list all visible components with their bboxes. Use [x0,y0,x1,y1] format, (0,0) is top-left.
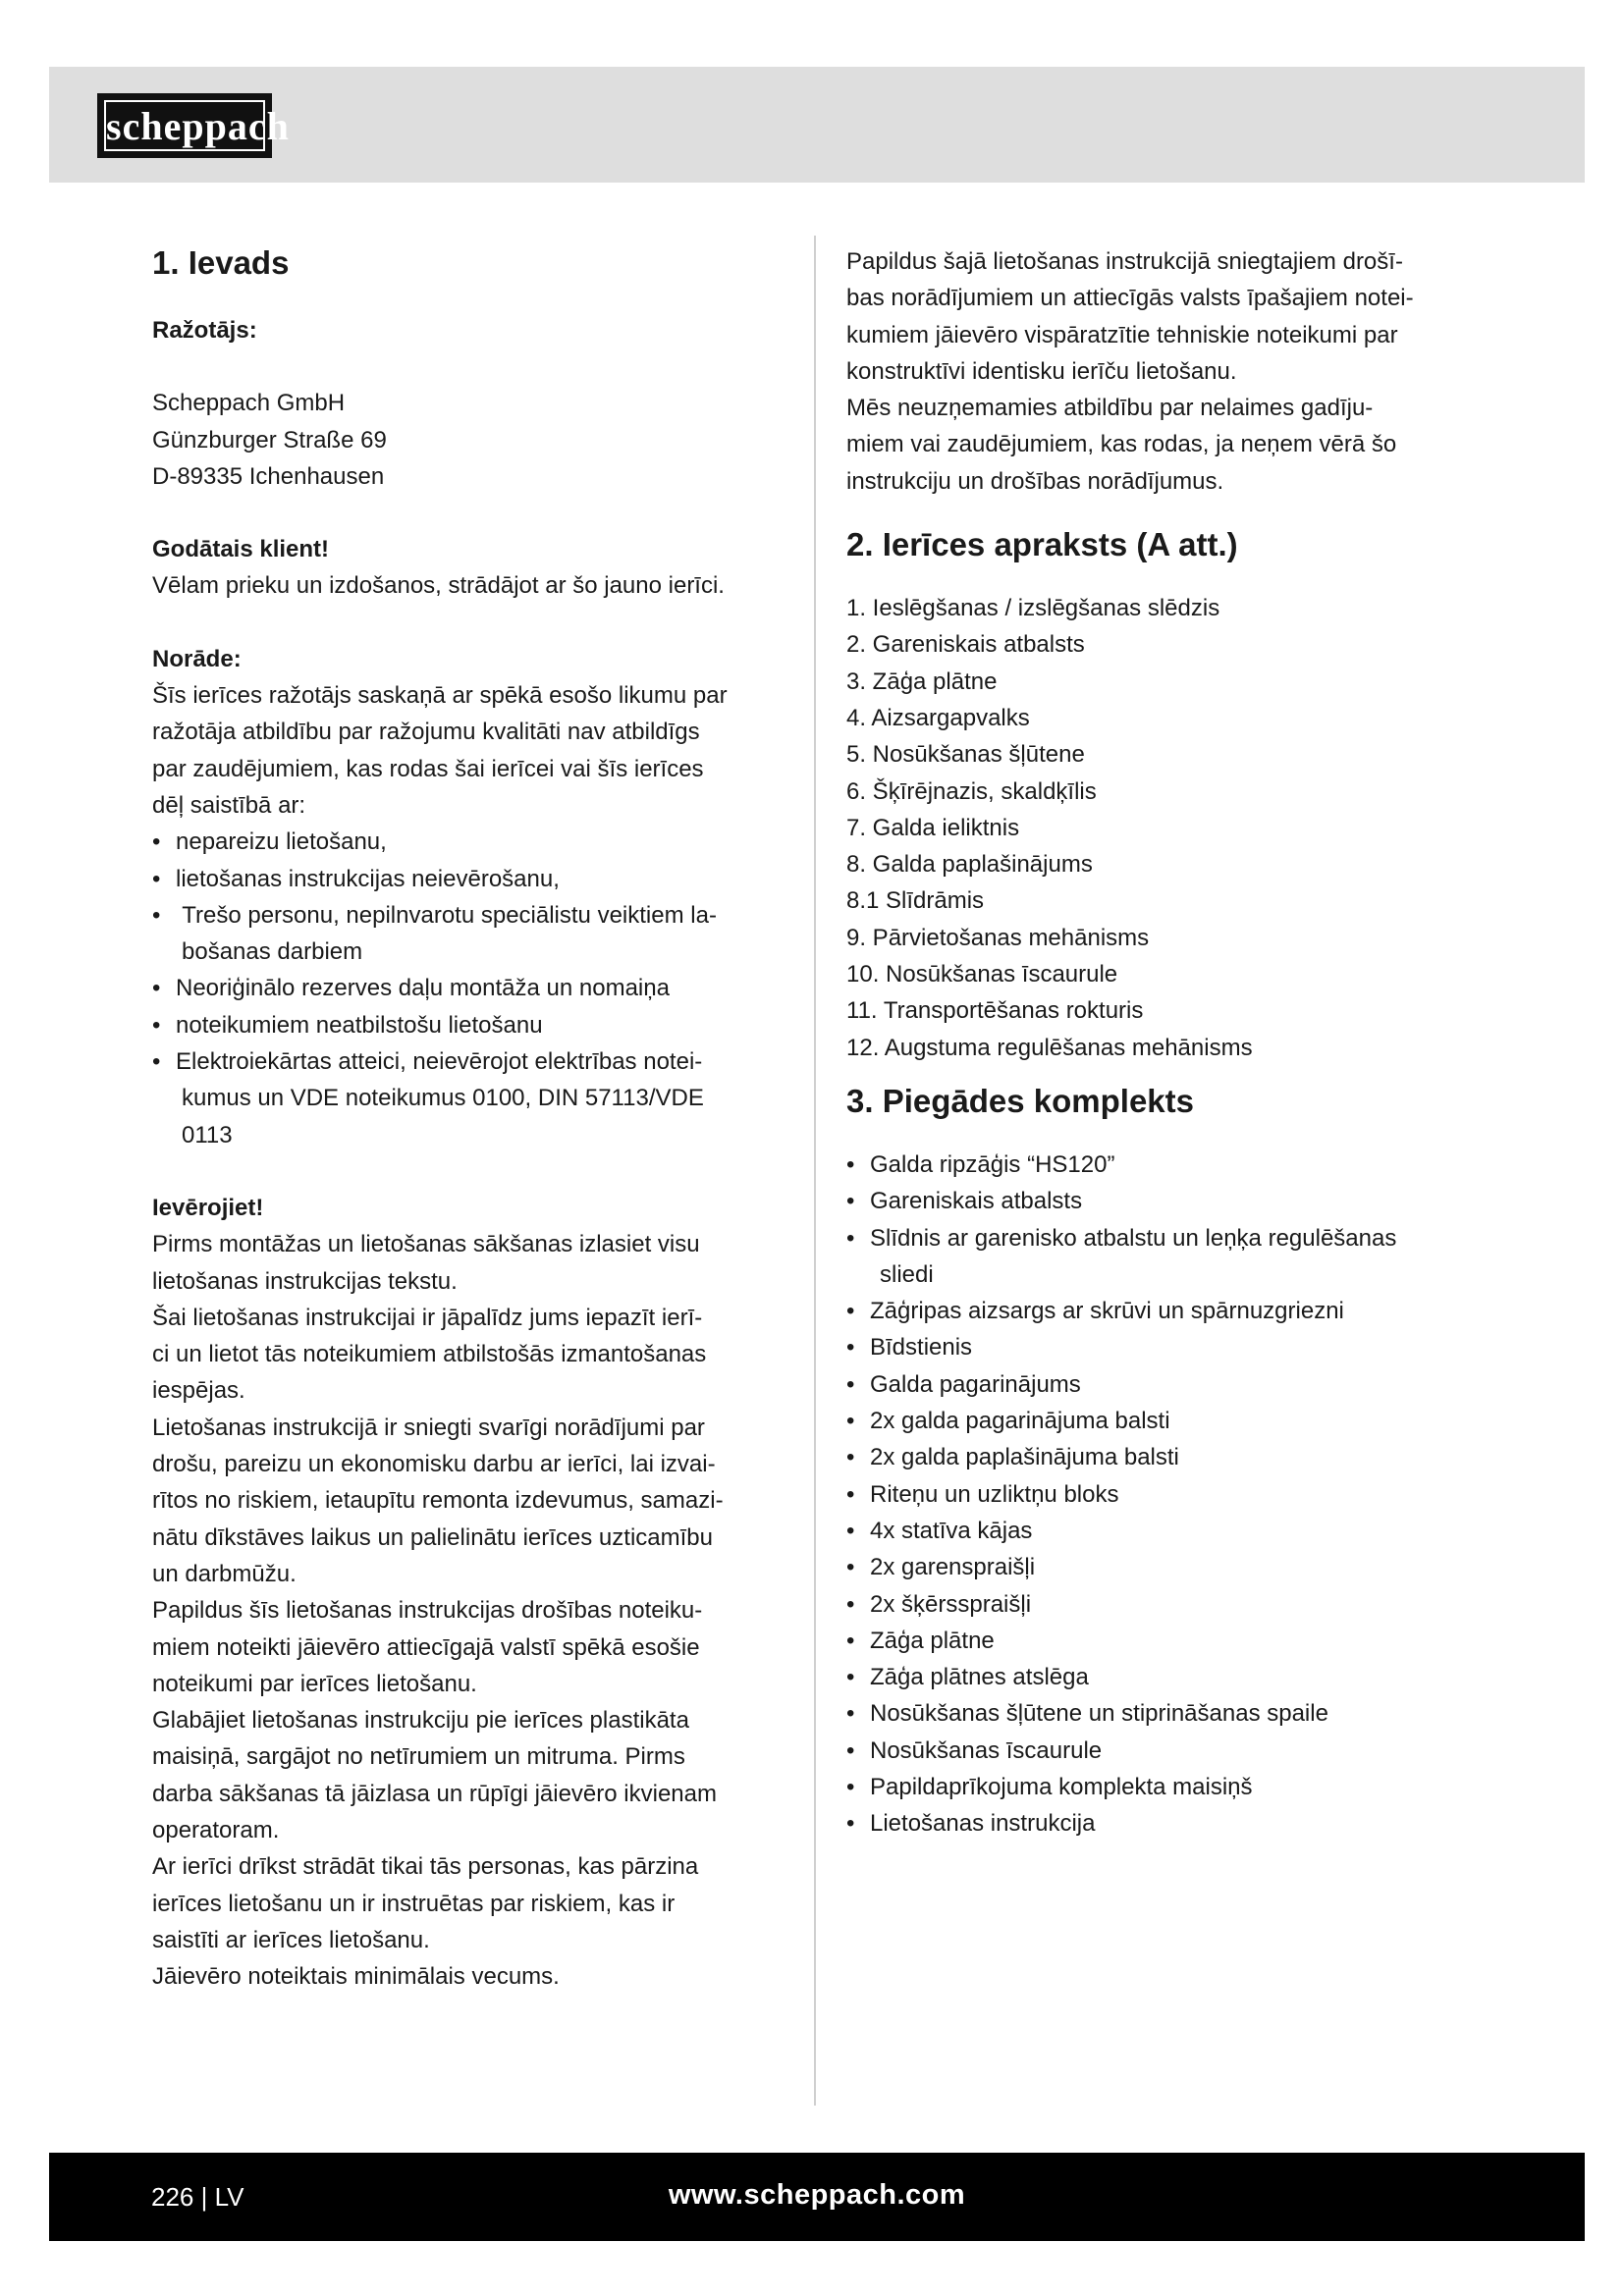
parts-list [846,590,1473,1066]
bullet-icon: • [846,1590,855,1618]
right-column [846,236,1473,1842]
list-item-text: 0113 [182,1121,233,1148]
list-item-text: Zāģripas aizsargs ar skrūvi un spārnuzgriezni [870,1298,1344,1325]
section-heading-device-description: 2. Ierīces apraksts (A att.) [846,526,1238,563]
bullet-icon: • [846,1334,855,1362]
bullet-icon: • [846,1700,855,1728]
list-item [846,1586,1473,1623]
column-divider [814,236,816,2106]
list-item-text: Lietošanas instrukcija [870,1810,1096,1838]
bullet-icon: • [846,1444,855,1471]
list-item-text: Galda ripzāģis “HS120” [870,1150,1115,1178]
text-line: rītos no riskiem, ietaupītu remonta izdevumus, samazi- [152,1487,724,1515]
list-item [846,1733,1473,1769]
list-item [846,1220,1473,1294]
list-item-text: bošanas darbiem [182,938,363,966]
manufacturer-address [152,385,798,495]
page-footer [49,2153,1585,2241]
note-label: Norāde: [152,645,242,672]
greeting-label: Godātais klient! [152,536,330,563]
text-line: kumiem jāievēro vispāratzītie tehniskie noteikumi par [846,321,1398,348]
bullet-icon: • [846,1517,855,1544]
observe-paragraph [152,1226,798,1995]
text-line: lietošanas instrukcijas tekstu. [152,1267,458,1295]
list-item [846,1805,1473,1842]
list-item-text: 2x galda paplašinājuma balsti [870,1444,1179,1471]
observe-label: Ievērojiet! [152,1194,264,1221]
bullet-icon: • [152,1011,161,1039]
text-line: ci un lietot tās noteikumiem atbilstošās izmantošanas [152,1341,707,1368]
list-item-text: sliedi [880,1260,934,1288]
text-line: saistīti ar ierīces lietošanu. [152,1926,430,1953]
bullet-icon: • [846,1773,855,1800]
list-item-text: Slīdnis ar garenisko atbalstu un leņķa regulēšanas [870,1224,1397,1252]
list-item [846,1623,1473,1659]
list-item-text: Gareniskais atbalsts [870,1188,1083,1215]
bullet-icon: • [846,1408,855,1435]
text-line: darba sākšanas tā jāizlasa un rūpīgi jāievēro ikvienam [152,1780,717,1807]
list-item-text: 4x statīva kājas [870,1517,1033,1544]
text-line: noteikumi par ierīces lietošanu. [152,1670,477,1697]
text-line: ražotāja atbildību par ražojumu kvalitāti nav atbildīgs [152,719,700,746]
list-item [846,1329,1473,1365]
text-line: iespējas. [152,1377,245,1405]
bullet-icon: • [846,1480,855,1508]
text-line: Lietošanas instrukcijā ir sniegti svarīgi norādījumi par [152,1414,705,1441]
list-item: 8. Galda paplašinājums [846,851,1093,879]
list-item: 9. Pārvietošanas mehānisms [846,924,1150,951]
address-line: Scheppach GmbH [152,390,346,417]
text-line: Šīs ierīces ražotājs saskaņā ar spēkā esošo likumu par [152,682,728,710]
list-item: 8.1 Slīdrāmis [846,887,985,915]
text-line: Glabājiet lietošanas instrukciju pie ierīces plastikāta [152,1707,689,1735]
bullet-icon: • [846,1664,855,1691]
text-line: Papildus šajā lietošanas instrukcijā sniegtajiem drošī- [846,248,1403,275]
bullet-icon: • [846,1188,855,1215]
list-item-text: 2x galda pagarinājuma balsti [870,1408,1170,1435]
list-item: 12. Augstuma regulēšanas mehānisms [846,1034,1253,1061]
list-item: 11. Transportēšanas rokturis [846,997,1144,1025]
list-item: 5. Nosūkšanas šļūtene [846,741,1085,769]
logo-text: scheppach [104,100,265,151]
list-item-text: kumus un VDE noteikumus 0100, DIN 57113/VDE [182,1085,704,1112]
list-item: 10. Nosūkšanas īscaurule [846,961,1118,988]
list-item [846,1366,1473,1403]
list-item [846,1769,1473,1805]
text-line: Šai lietošanas instrukcijai ir jāpalīdz jums iepazīt ierī- [152,1304,703,1331]
website-link[interactable]: www.scheppach.com [668,2179,966,2211]
text-line: ierīces lietošanu un ir instruētas par riskiem, kas ir [152,1890,676,1917]
bullet-icon: • [152,901,161,929]
list-item: 1. Ieslēgšanas / izslēgšanas slēdzis [846,595,1220,622]
list-item [846,1183,1473,1219]
text-line: maisiņā, sargājot no netīrumiem un mitruma. Pirms [152,1743,685,1771]
list-item [846,1147,1473,1183]
text-line: Ar ierīci drīkst strādāt tikai tās personas, kas pārzina [152,1853,699,1881]
text-line: konstruktīvi identisku ierīču lietošanu. [846,357,1237,385]
list-item-text: 2x šķērsspraišļi [870,1590,1032,1618]
list-item [846,1439,1473,1475]
list-item-text: 2x garenspraišļi [870,1554,1036,1581]
list-item-text: Trešo personu, nepilnvarotu speciālistu veiktiem la- [176,901,717,929]
bullet-icon: • [846,1298,855,1325]
text-line: miem vai zaudējumiem, kas rodas, ja neņem vērā šo [846,431,1397,458]
list-item [846,1513,1473,1549]
list-item [846,1403,1473,1439]
list-item-text: lietošanas instrukcijas neievērošanu, [176,865,560,892]
list-item [152,970,798,1006]
list-item-text: Bīdstienis [870,1334,973,1362]
address-line: Günzburger Straße 69 [152,426,387,454]
bullet-icon: • [152,975,161,1002]
page-header [49,67,1585,183]
text-line: un darbmūžu. [152,1560,297,1587]
list-item [152,824,798,860]
list-item-text: noteikumiem neatbilstošu lietošanu [176,1011,543,1039]
bullet-icon: • [846,1810,855,1838]
manufacturer-label: Ražotājs: [152,317,257,344]
bullet-icon: • [846,1150,855,1178]
list-item: 7. Galda ieliktnis [846,814,1020,841]
text-line: nātu dīkstāves laikus un palielinātu ierīces uzticamību [152,1523,713,1551]
text-line: Mēs neuzņemamies atbildību par nelaimes gadīju- [846,395,1374,422]
list-item-text: Neoriģinālo rezerves daļu montāža un nomaiņa [176,975,670,1002]
list-item: 6. Šķīrējnazis, skaldķīlis [846,777,1097,805]
list-item [846,1476,1473,1513]
list-item-text: Zāģa plātne [870,1627,995,1654]
text-line: drošu, pareizu un ekonomisku darbu ar ierīci, lai izvai- [152,1451,716,1478]
scheppach-logo [97,93,290,158]
list-item: 4. Aizsargapvalks [846,704,1030,731]
list-item-text: Elektroiekārtas atteici, neievērojot elektrības notei- [176,1048,703,1076]
section-heading-introduction: 1. Ievads [152,244,290,281]
text-line: par zaudējumiem, kas rodas šai ierīcei vai šīs ierīces [152,755,704,782]
bullet-icon: • [152,1048,161,1076]
text-line: Papildus šīs lietošanas instrukcijas drošības noteiku- [152,1597,703,1625]
list-item-text: nepareizu lietošanu, [176,828,387,856]
list-item-text: Nosūkšanas šļūtene un stiprināšanas spaile [870,1700,1328,1728]
list-item-text: Papildaprīkojuma komplekta maisiņš [870,1773,1253,1800]
list-item-text: Galda pagarinājums [870,1370,1081,1398]
delivery-list [846,1147,1473,1842]
bullet-icon: • [152,865,161,892]
list-item [846,1293,1473,1329]
bullet-icon: • [152,828,161,856]
list-item [846,1549,1473,1585]
text-line: operatoram. [152,1816,280,1843]
list-item [846,1695,1473,1732]
list-item-text: Zāģa plātnes atslēga [870,1664,1089,1691]
bullet-icon: • [846,1554,855,1581]
bullet-icon: • [846,1224,855,1252]
list-item [152,1043,798,1153]
text-line: bas norādījumiem un attiecīgās valsts īpašajiem notei- [846,285,1414,312]
page-number: 226 | LV [151,2182,244,2212]
greeting-text: Vēlam prieku un izdošanos, strādājot ar šo jauno ierīci. [152,572,725,600]
list-item [152,897,798,971]
liability-list [152,824,798,1153]
note-paragraph [152,677,798,824]
address-line: D-89335 Ichenhausen [152,462,385,490]
list-item [846,1659,1473,1695]
list-item [152,1007,798,1043]
list-item [152,861,798,897]
left-column [152,236,798,1995]
bullet-icon: • [846,1736,855,1764]
list-item-text: Riteņu un uzliktņu bloks [870,1480,1119,1508]
text-line: instrukciju un drošības norādījumus. [846,467,1224,495]
bullet-icon: • [846,1370,855,1398]
text-line: Jāievēro noteiktais minimālais vecums. [152,1963,560,1991]
text-line: Pirms montāžas un lietošanas sākšanas izlasiet visu [152,1231,700,1258]
bullet-icon: • [846,1627,855,1654]
list-item-text: Nosūkšanas īscaurule [870,1736,1103,1764]
list-item: 3. Zāģa plātne [846,667,998,695]
text-line: miem noteikti jāievēro attiecīgajā valstī spēkā esošie [152,1633,700,1661]
intro-paragraph [846,243,1473,500]
text-line: dēļ saistībā ar: [152,791,306,819]
list-item: 2. Gareniskais atbalsts [846,631,1085,659]
section-heading-delivery: 3. Piegādes komplekts [846,1082,1194,1119]
